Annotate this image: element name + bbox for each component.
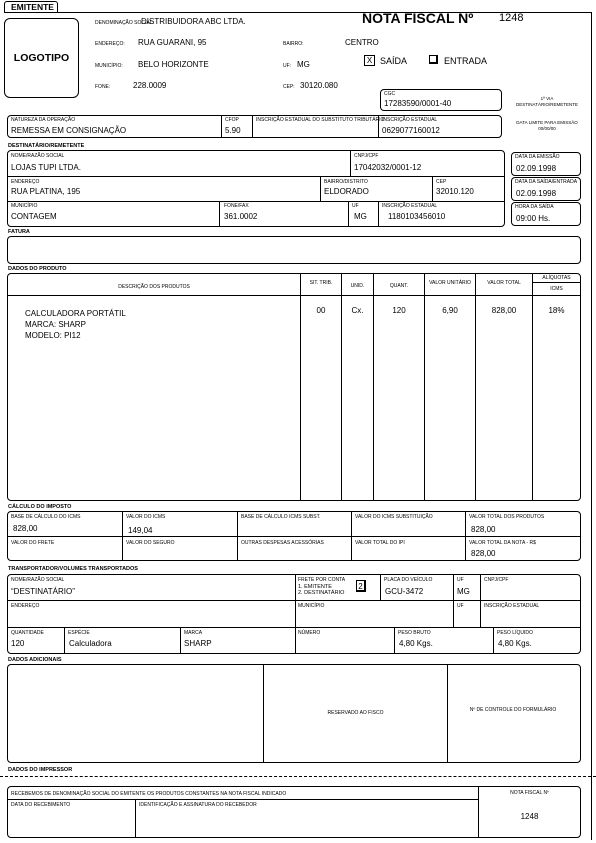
fatura-box <box>7 236 581 264</box>
transp-uf2-label: UF <box>457 603 464 609</box>
dest-nome-value: LOJAS TUPI LTDA. <box>11 163 81 172</box>
emitente-title: EMITENTE <box>11 2 54 12</box>
transp-uf-value: MG <box>457 587 470 596</box>
product-desc-line-3: MODELO: PI12 <box>25 331 81 340</box>
transp-ie-label: INSCRIÇÃO ESTADUAL <box>484 603 540 609</box>
quant-value: 120 <box>11 639 25 648</box>
natureza-box <box>7 115 502 138</box>
dest-nome-label: NOME/RAZÃO SOCIAL <box>11 153 65 159</box>
placa-value: GCU-3472 <box>385 587 424 596</box>
fatura-section: FATURA <box>8 229 30 235</box>
numero-label: NÚMERO <box>298 630 321 636</box>
dest-ie-label: INSCRIÇÃO ESTADUAL <box>382 203 438 209</box>
data-recebimento-label: DATA DO RECEBIMENTO <box>11 802 71 808</box>
frete-value: 2 <box>358 582 363 591</box>
saida-label: SAÍDA <box>380 56 408 66</box>
endereco-label: ENDEREÇO: <box>95 41 125 47</box>
dest-municipio-value: CONTAGEM <box>11 212 57 221</box>
cfop-value: 5.90 <box>225 126 241 135</box>
dest-uf-label: UF <box>352 203 359 209</box>
marca-value: SHARP <box>184 639 212 648</box>
emissao-box <box>511 152 581 176</box>
peso-liquido-value: 4,80 Kgs. <box>498 639 532 648</box>
controle-formulario: Nº DE CONTROLE DO FORMULÁRIO <box>469 707 557 713</box>
dest-cep-value: 32010.120 <box>436 187 474 196</box>
destinatario-section: DESTINATÁRIO/REMETENTE <box>8 143 85 149</box>
dest-fone-label: FONE/FAX <box>224 203 249 209</box>
saida-data-box <box>511 177 581 201</box>
dest-endereco-value: RUA PLATINA, 195 <box>11 187 81 196</box>
natureza-value: REMESSA EM CONSIGNAÇÃO <box>11 126 127 135</box>
dest-cep-label: CEP <box>436 179 447 185</box>
entrada-label: ENTRADA <box>444 56 488 66</box>
product-unid: Cx. <box>351 306 364 315</box>
transp-municipio-label: MUNICÍPIO <box>298 603 325 609</box>
icms-value: 149,04 <box>128 526 153 535</box>
nota-number: 1248 <box>499 12 524 24</box>
reservado-fisco: RESERVADO AO FISCO <box>327 710 384 716</box>
seguro-label: VALOR DO SEGURO <box>126 540 175 546</box>
emissao-value: 02.09.1998 <box>516 164 557 173</box>
dest-uf-value: MG <box>354 212 367 221</box>
product-desc-line-2: MARCA: SHARP <box>25 320 86 329</box>
product-sit: 00 <box>316 306 326 315</box>
produtos-section: DADOS DO PRODUTO <box>8 266 67 272</box>
col-descricao: DESCRIÇÃO DOS PRODUTOS <box>118 284 190 290</box>
frete-label: VALOR DO FRETE <box>11 540 55 546</box>
col-total: VALOR TOTAL <box>487 280 521 286</box>
marca-label: MARCA <box>184 630 203 636</box>
peso-liquido-label: PESO LÍQUIDO <box>497 630 533 636</box>
ie-label: INSCRIÇÃO ESTADUAL <box>382 117 438 123</box>
transp-nome-value: “DESTINATÁRIO” <box>11 587 75 596</box>
icms-sub-label: VALOR DO ICMS SUBSTITUIÇÃO <box>355 514 433 520</box>
natureza-label: NATUREZA DA OPERAÇÃO <box>11 117 76 123</box>
data-limite-label: DATA LIMITE PARA EMISSÃO 00/00/00 <box>516 120 578 131</box>
cgc-box <box>380 89 502 111</box>
especie-label: ESPÉCIE <box>68 630 90 636</box>
total-produtos-label: VALOR TOTAL DOS PRODUTOS <box>469 514 545 520</box>
col-sit: SIT. TRIB. <box>309 280 333 286</box>
identificacao-label: IDENTIFICAÇÃO E ASSINATURA DO RECEBEDOR <box>139 802 257 808</box>
dest-bairro-value: ELDORADO <box>324 187 369 196</box>
hora-label: HORA DA SAÍDA <box>515 204 554 210</box>
hora-value: 09:00 Hs. <box>516 214 551 223</box>
dest-ie-value: 1180103456010 <box>388 212 446 221</box>
outras-label: OUTRAS DESPESAS ACESSÓRIAS <box>241 540 324 546</box>
municipio-label: MUNICÍPIO: <box>95 63 123 69</box>
imposto-box <box>7 511 581 561</box>
produtos-table <box>7 273 581 501</box>
municipio-value: BELO HORIZONTE <box>138 60 209 69</box>
product-unitario: 6,90 <box>442 306 458 315</box>
col-unid: UNID. <box>350 283 365 289</box>
adicionais-box <box>7 664 581 763</box>
col-icms: ICMS <box>550 286 563 292</box>
impressor-section: DADOS DO IMPRESSOR <box>8 767 73 773</box>
quant-label: QUANTIDADE <box>11 630 44 636</box>
dest-cnpj-value: 17042032/0001-12 <box>354 163 422 172</box>
transportador-box <box>7 574 581 654</box>
uf-label: UF: <box>283 63 292 69</box>
canhoto-box <box>7 786 581 838</box>
peso-bruto-value: 4,80 Kgs. <box>399 639 433 648</box>
fone-value: 228.0009 <box>133 81 167 90</box>
razao-label: DENOMINAÇÃO SOCIAL: <box>95 20 154 26</box>
emissao-label: DATA DA EMISSÃO <box>515 154 560 160</box>
logo-text: LOGOTIPO <box>13 52 70 64</box>
tear-line <box>0 776 596 777</box>
total-nota-label: VALOR TOTAL DA NOTA - R$ <box>469 540 536 546</box>
via-label: 1ª VIA DESTINATÁRIO/REMETENTE <box>516 96 578 107</box>
base-icms-value: 828,00 <box>13 524 38 533</box>
frete-conta-label: FRETE POR CONTA <box>298 577 346 583</box>
dest-cnpj-label: CNPJ/CPF <box>354 153 379 159</box>
via-info <box>515 96 579 107</box>
ipi-label: VALOR TOTAL DO IPI <box>355 540 405 546</box>
product-quant: 120 <box>392 306 406 315</box>
fone-label: FONE: <box>95 84 111 90</box>
dest-fone-value: 361.0002 <box>224 212 258 221</box>
data-limite-info <box>515 120 579 131</box>
total-produtos-value: 828,00 <box>471 525 496 534</box>
product-total: 828,00 <box>491 306 517 315</box>
transp-cnpj-label: CNPJ/CPF <box>484 577 509 583</box>
entrada-checkbox[interactable] <box>429 55 438 64</box>
imposto-section: CÁLCULO DO IMPOSTO <box>8 504 72 510</box>
frete-opt-2: 2. DESTINATÁRIO <box>298 590 345 596</box>
cgc-label: CGC <box>384 91 396 97</box>
product-desc-line-1: CALCULADORA PORTÁTIL <box>25 309 126 318</box>
cgc-value: 17283590/0001-40 <box>384 99 452 108</box>
razao-value: DISTRIBUIDORA ABC LTDA. <box>141 17 246 26</box>
bairro-value: CENTRO <box>345 38 379 47</box>
placa-label: PLACA DO VEÍCULO <box>384 577 433 583</box>
dest-municipio-label: MUNICÍPIO <box>11 203 38 209</box>
transp-nome-label: NOME/RAZÃO SOCIAL <box>11 577 65 583</box>
endereco-value: RUA GUARANI, 95 <box>138 38 207 47</box>
cfop-label: CFOP <box>225 117 239 123</box>
product-icms: 18% <box>548 306 565 315</box>
col-quant: QUANT. <box>389 283 409 289</box>
ie-sub-label: INSCRIÇÃO ESTADUAL DO SUBSTITUTO TRIBUTÁRIO <box>256 117 385 123</box>
base-sub-label: BASE DE CÁLCULO ICMS SUBST. <box>241 514 321 520</box>
especie-value: Calculadora <box>69 639 112 648</box>
base-icms-label: BASE DE CÁLCULO DO ICMS <box>11 514 81 520</box>
transportador-section: TRANSPORTADOR/VOLUMES TRANSPORTADOS <box>8 566 138 572</box>
uf-value: MG <box>297 60 310 69</box>
icms-label: VALOR DO ICMS <box>126 514 166 520</box>
frete-value-box[interactable] <box>356 580 366 592</box>
canhoto-nota-label: NOTA FISCAL Nº <box>510 790 549 796</box>
adicionais-section: DADOS ADICIONAIS <box>8 657 62 663</box>
cep-value: 30120.080 <box>300 81 338 90</box>
ie-value: 0629077160012 <box>382 126 440 135</box>
bairro-label: BAIRRO: <box>283 41 304 47</box>
logo-box <box>4 18 79 98</box>
saida-data-value: 02.09.1998 <box>516 189 557 198</box>
nota-title: NOTA FISCAL Nº <box>362 10 474 26</box>
cep-label: CEP: <box>283 84 295 90</box>
saida-data-label: DATA DA SAÍDA/ENTRADA <box>515 179 578 185</box>
transp-uf-label: UF <box>457 577 464 583</box>
col-aliquotas: ALÍQUOTAS <box>542 275 571 281</box>
col-unitario: VALOR UNITÁRIO <box>429 280 471 286</box>
saida-check-mark: X <box>366 56 373 65</box>
dest-bairro-label: BAIRRO/DISTRITO <box>324 179 368 185</box>
frete-opt-1: 1. EMITENTE <box>298 584 332 590</box>
peso-bruto-label: PESO BRUTO <box>398 630 431 636</box>
destinatario-box <box>7 150 505 227</box>
hora-box <box>511 202 581 226</box>
canhoto-nota-value: 1248 <box>520 812 539 821</box>
transp-endereco-label: ENDEREÇO <box>11 603 40 609</box>
dest-endereco-label: ENDEREÇO <box>11 179 40 185</box>
recebemos-text: RECEBEMOS DE DENOMINAÇÃO SOCIAL DO EMITENTE OS PRODUTOS CONSTANTES NA NOTA FISCAL INDICADO <box>11 791 287 797</box>
right-border <box>591 12 592 840</box>
total-nota-value: 828,00 <box>471 549 496 558</box>
saida-checkbox[interactable] <box>364 55 375 66</box>
